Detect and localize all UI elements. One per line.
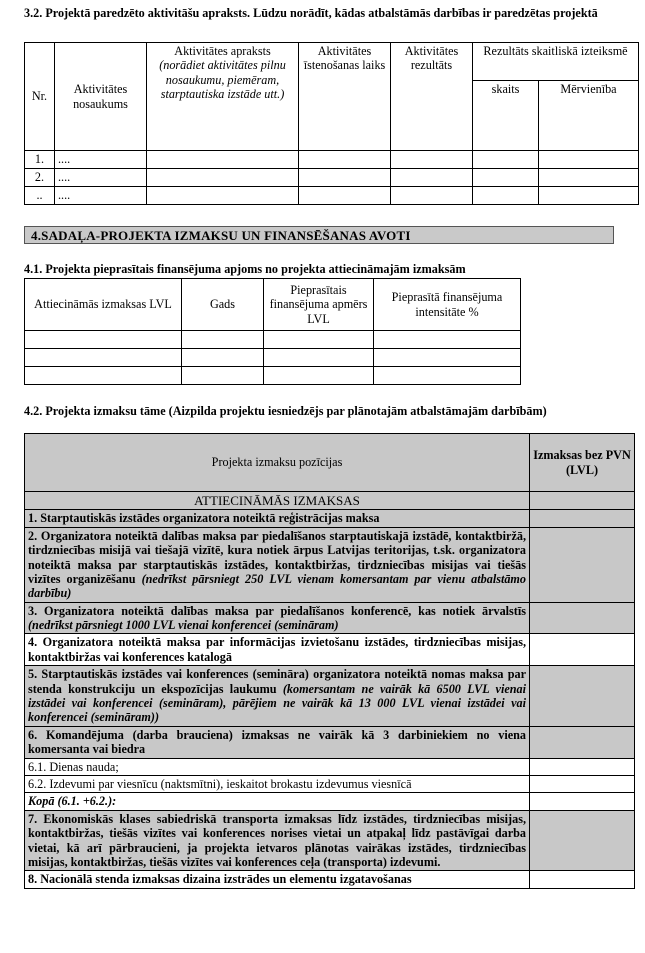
row-nr: 1.	[25, 151, 55, 169]
cost-cell[interactable]	[530, 666, 635, 727]
cost-item-2	[25, 527, 530, 602]
table-row	[25, 187, 639, 205]
table-row	[25, 169, 639, 187]
cell[interactable]	[25, 331, 182, 349]
section-4-title: 4.SADAĻA-PROJEKTA IZMAKSU UN FINANSĒŠANAS AVOTI	[24, 226, 614, 244]
cost-cell[interactable]	[530, 758, 635, 775]
cost-cell[interactable]	[530, 602, 635, 634]
col-desc-title: Aktivitātes apraksts	[174, 44, 271, 58]
cost-item-3	[25, 602, 530, 634]
row-cell[interactable]	[147, 187, 299, 205]
row-name: ....	[55, 169, 147, 187]
cost-item-4: 4. Organizatora noteiktā maksa par informācijas izvietošanu izstādes, tirdzniecības misijas, kontaktbiržas vai konferences katalogā	[25, 634, 530, 666]
cost-item-7: 7. Ekonomiskās klases sabiedriskā transporta izmaksas līdz izstādes, tirdzniecības misijas, kontaktbiržas, tiešās vizītes vai konferences norises vietai un atpakaļ līdz pastāvīgai darba vietai, kā arī pārbraucieni, ja projekta ietvaros plānotas vairākas izstādes, tirdzniecības misijas, kontaktbiržas, tiešās vizītes vai konferences ceļa (transporta) izdevumi.	[25, 810, 530, 871]
col-desc-note: (norādiet aktivitātes pilnu nosaukumu, piemēram, starptautiska izstāde utt.)	[159, 58, 286, 102]
col-time-header: Aktivitātes īstenošanas laiks	[299, 43, 391, 151]
col-count-header: skaits	[473, 81, 539, 151]
cost-item-5-note: (komersantam ne vairāk kā 6500 LVL vienai izstādei vai konferencei (semināram), pārējiem ne vairāk kā 13 000 LVL vienai izstādei vai konferencei (semināram))	[28, 681, 527, 725]
cost-item-5	[25, 666, 530, 727]
col-name-header: Aktivitātes nosaukums	[55, 43, 147, 151]
row-cell[interactable]	[299, 169, 391, 187]
row-cell[interactable]	[539, 151, 639, 169]
col-desc-header	[147, 43, 299, 151]
cell[interactable]	[25, 367, 182, 385]
cost-cell[interactable]	[530, 527, 635, 602]
cost-item-3-text: 3. Organizatora noteiktā dalības maksa par piedalīšanos konferencē, kas notiek ārvalstīs	[28, 603, 526, 618]
table-row	[25, 331, 521, 349]
cost-item-2-text: 2. Organizatora noteiktā dalības maksa par piedalīšanos starptautiskajā izstādē, kontaktbiržā, tirdzniecības misijā vai tiešajā vizītē, kura notiek ārpus Latvijas teritorijas, t.sk. organizatora noteiktā maksa par starptautiskās izstādes, kontaktbiržas, tirdzniecības misijas vai tiešās vizītes organizēšanu	[28, 528, 526, 586]
row-cell[interactable]	[299, 151, 391, 169]
cell[interactable]	[374, 331, 521, 349]
cell[interactable]	[25, 349, 182, 367]
group-eligible-costs: ATTIECINĀMĀS IZMAKSAS	[25, 492, 530, 510]
row-cell[interactable]	[299, 187, 391, 205]
row-cell[interactable]	[473, 169, 539, 187]
cell[interactable]	[374, 367, 521, 385]
cost-cell[interactable]	[530, 810, 635, 871]
cell[interactable]	[264, 349, 374, 367]
cost-item-3-note: (nedrīkst pārsniegt 1000 LVL vienai konferencei (semināram)	[28, 618, 339, 633]
row-cell[interactable]	[539, 169, 639, 187]
cost-cell[interactable]	[530, 775, 635, 792]
cost-cell[interactable]	[530, 793, 635, 810]
cell[interactable]	[264, 367, 374, 385]
cost-item-8: 8. Nacionālā stenda izmaksas dizaina izstrādes un elementu izgatavošanas	[25, 871, 530, 888]
table-row	[25, 367, 521, 385]
cost-item-6-sum: Kopā (6.1. +6.2.):	[25, 793, 530, 810]
section-3-2-heading: 3.2. Projektā paredzēto aktivitāšu apraksts. Lūdzu norādīt, kādas atbalstāmās darbības ir paredzētas projektā	[24, 6, 598, 20]
cell[interactable]	[182, 367, 264, 385]
section-4-2-heading: 4.2. Projekta izmaksu tāme (Aizpilda projektu iesniedzējs par plānotajām atbalstāmajām darbībām)	[24, 404, 547, 418]
row-cell[interactable]	[147, 169, 299, 187]
activities-table	[24, 42, 639, 205]
cell[interactable]	[182, 349, 264, 367]
section-4-1-heading: 4.1. Projekta pieprasītais finansējuma apjoms no projekta attiecināmajām izmaksām	[24, 262, 466, 276]
col-eligible-costs: Attiecināmās izmaksas LVL	[25, 279, 182, 331]
col-result-header: Aktivitātes rezultāts	[391, 43, 473, 151]
row-nr: 2.	[25, 169, 55, 187]
cost-item-2-note: (nedrīkst pārsniegt 250 LVL vienam komersantam par vienu atbalstāmo darbību)	[28, 571, 526, 601]
row-cell[interactable]	[391, 169, 473, 187]
col-nr-header: Nr.	[25, 43, 55, 151]
cost-item-6-2: 6.2. Izdevumi par viesnīcu (naktsmītni), ieskaitot brokastu izdevumus viesnīcā	[25, 775, 530, 792]
col-requested-amount: Pieprasītais finansējuma apmērs LVL	[264, 279, 374, 331]
col-intensity: Pieprasītā finansējuma intensitāte %	[374, 279, 521, 331]
row-cell[interactable]	[473, 187, 539, 205]
row-cell[interactable]	[391, 151, 473, 169]
funding-table	[24, 278, 521, 385]
row-name: ....	[55, 187, 147, 205]
cost-cell[interactable]	[530, 510, 635, 527]
cost-item-6-1: 6.1. Dienas nauda;	[25, 758, 530, 775]
cost-cell[interactable]	[530, 726, 635, 758]
row-cell[interactable]	[391, 187, 473, 205]
row-cell[interactable]	[147, 151, 299, 169]
cost-item-1: 1. Starptautiskās izstādes organizatora noteiktā reģistrācijas maksa	[25, 510, 530, 527]
cost-cell[interactable]	[530, 634, 635, 666]
col-numeric-header: Rezultāts skaitliskā izteiksmē	[473, 43, 639, 81]
row-name: ....	[55, 151, 147, 169]
table-row	[25, 151, 639, 169]
row-cell[interactable]	[539, 187, 639, 205]
col-unit-header: Mērvienība	[539, 81, 639, 151]
col-positions: Projekta izmaksu pozīcijas	[25, 434, 530, 492]
cost-item-5-text: 5. Starptautiskās izstādes vai konferences (semināra) organizatora noteiktā nomas maksa par stenda konstrukciju un ekspozīcijas laukumu	[28, 667, 526, 696]
cell[interactable]	[374, 349, 521, 367]
row-cell[interactable]	[473, 151, 539, 169]
cell[interactable]	[182, 331, 264, 349]
cost-item-6: 6. Komandējuma (darba brauciena) izmaksas ne vairāk kā 3 darbiniekiem no viena komersanta vai biedra	[25, 726, 530, 758]
cost-cell[interactable]	[530, 871, 635, 888]
col-year: Gads	[182, 279, 264, 331]
cost-cell	[530, 492, 635, 510]
cost-estimate-table	[24, 433, 635, 889]
cell[interactable]	[264, 331, 374, 349]
col-cost-no-vat: Izmaksas bez PVN (LVL)	[530, 434, 635, 492]
table-row	[25, 349, 521, 367]
row-nr: ..	[25, 187, 55, 205]
